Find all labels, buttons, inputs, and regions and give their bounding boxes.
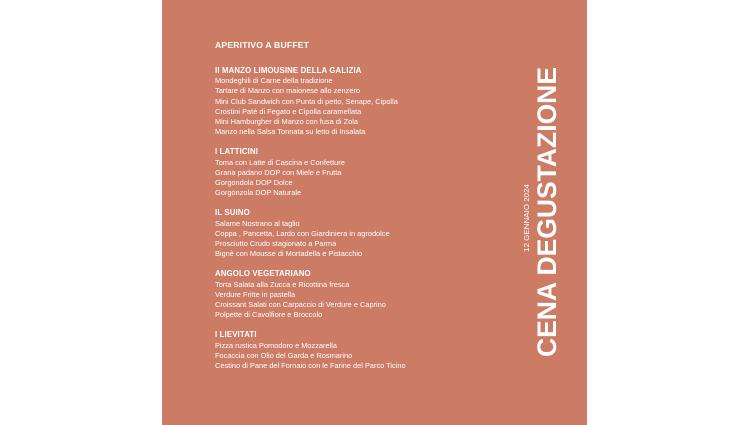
menu-title: APERITIVO A BUFFET	[215, 40, 310, 50]
menu-item: Manzo nella Salsa Tonnata su letto di Insalata	[215, 127, 366, 137]
menu-item: Coppa , Pancetta, Lardo con Giardiniera in agrodolce	[215, 228, 390, 238]
menu-item: Croissant Salati con Carpaccio di Verdure e Caprino	[215, 300, 386, 310]
section-title: IL SUINO	[215, 208, 250, 218]
menu-item: Cestino di Pane del Fornaio con le Farine del Parco Ticino	[215, 361, 406, 371]
menu-content	[215, 40, 515, 381]
menu-item: Grana padano DOP con Miele e Frutta	[215, 167, 342, 177]
menu-item: Mini Club Sandwich con Punta di petto, Senape, Cipolla	[215, 96, 398, 106]
event-title: CENA DEGUSTAZIONE	[532, 66, 562, 357]
menu-section	[215, 330, 515, 371]
menu-item: Tartare di Manzo con maionese allo zenzero	[215, 86, 361, 96]
menu-item: Mini Hamburgher di Manzo con fusa di Zola	[215, 117, 358, 127]
menu-item: Focaccia con Olio del Garda e Rosmarino	[215, 350, 353, 360]
section-title: I LATTICINI	[215, 147, 259, 157]
section-title: I LIEVITATI	[215, 330, 257, 340]
menu-item: Polpette di Cavolfiore e Broccolo	[215, 310, 323, 320]
menu-sections	[215, 66, 515, 371]
menu-item: Verdure Fritte in pastella	[215, 289, 296, 299]
menu-item: Salame Nostrano al taglio	[215, 218, 300, 228]
menu-section	[215, 147, 515, 198]
section-title: ANGOLO VEGETARIANO	[215, 269, 311, 279]
menu-section	[215, 269, 515, 320]
menu-item: Prosciutto Crudo stagionato a Parma	[215, 239, 337, 249]
menu-item: Gorgonzola DOP Naturale	[215, 188, 302, 198]
event-heading-svg	[524, 66, 566, 358]
menu-item: Bignè con Mousse di Mortadella e Pistacchio	[215, 249, 363, 259]
menu-section	[215, 208, 515, 259]
menu-item: Toma con Latte di Cascina e Confetture	[215, 157, 345, 167]
menu-item: Torta Salata alla Zucca e Ricottina fresca	[215, 279, 350, 289]
menu-section	[215, 66, 515, 137]
menu-item: Mondeghili di Carne della tradizione	[215, 76, 333, 86]
section-title: Il MANZO LIMOUSINE DELLA GALIZIA	[215, 66, 362, 75]
event-date: 12 GENNAIO 2024	[524, 192, 531, 252]
menu-item: Pizza rustica Pomodoro e Mozzarella	[215, 340, 337, 350]
menu-item: Gorgondola DOP Dolce	[215, 178, 293, 188]
event-heading	[524, 66, 566, 358]
menu-item: Crostini Paté di Fegato e Cipolla caramellata	[215, 106, 362, 116]
